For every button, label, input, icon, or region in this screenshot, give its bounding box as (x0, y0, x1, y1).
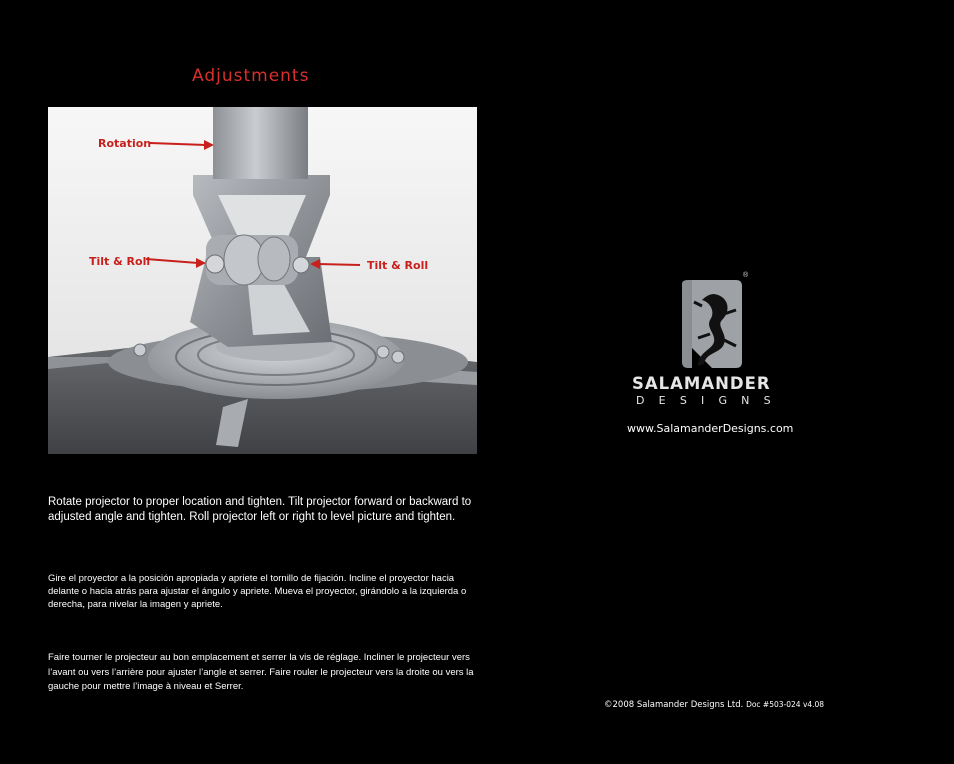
doc-number: Doc #503-024 v4.08 (746, 700, 825, 709)
website-link[interactable]: www.SalamanderDesigns.com (627, 422, 794, 435)
instructions-french: Faire tourner le projecteur au bon emplacement et serrer la vis de réglage. Incliner le projecteur vers l’avant ou vers l’arrière pour ajuster l’angle et serrer. Faire rouler le projecteur vers la droite ou vers la gauche pour mettre l’image à niveau et Serrer. (48, 652, 474, 692)
registered-mark: ® (743, 272, 749, 279)
mount-photo (48, 107, 477, 454)
rotation-callout: Rotation (98, 137, 152, 150)
brand-subtitle: DESIGNS (636, 394, 785, 407)
tilt-roll-callout-left: Tilt & Roll (89, 255, 151, 268)
instructions-spanish: Gire el proyector a la posición apropiada y apriete el tornillo de fijación. Incline el proyector hacia delante o hacia atrás para ajustar el ángulo y apriete. Mueva el proyector, girándolo a la izquierda o derecha, para nivelar la imagen y apriete. (48, 573, 467, 610)
projector-mount-illustration (48, 107, 477, 454)
instructions-english: Rotate projector to proper location and tighten. Tilt projector forward or backward to adjusted angle and tighten. Roll projector left or right to level picture and tighten. (48, 496, 472, 523)
copyright-text: ©2008 Salamander Designs Ltd. (604, 700, 744, 710)
copyright-footer (604, 700, 824, 710)
brand-name: SALAMANDER (632, 374, 771, 393)
tilt-roll-callout-right: Tilt & Roll (367, 259, 429, 272)
page-title: Adjustments (192, 66, 310, 86)
